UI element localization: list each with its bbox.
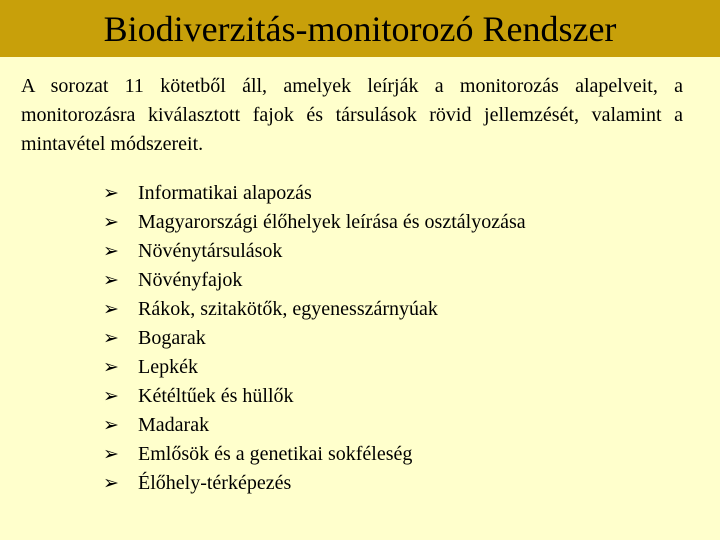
- list-item: [103, 353, 526, 382]
- list-item-label: Bogarak: [138, 327, 206, 349]
- list-item: [103, 266, 526, 295]
- arrow-bullet-icon: ➢: [103, 356, 119, 378]
- list-item-label: Növényfajok: [138, 269, 243, 291]
- list-item-label: Lepkék: [138, 356, 198, 378]
- list-item-label: Emlősök és a genetikai sokféleség: [138, 443, 413, 465]
- list-item-label: Növénytársulások: [138, 240, 283, 262]
- arrow-bullet-icon: ➢: [103, 211, 119, 233]
- arrow-bullet-icon: ➢: [103, 240, 119, 262]
- arrow-bullet-icon: ➢: [103, 443, 119, 465]
- list-item-label: Élőhely-térképezés: [138, 472, 292, 494]
- list-item: [103, 469, 526, 498]
- list-item: [103, 411, 526, 440]
- arrow-bullet-icon: ➢: [103, 385, 119, 407]
- list-item: [103, 382, 526, 411]
- arrow-bullet-icon: ➢: [103, 298, 119, 320]
- list-item: [103, 295, 526, 324]
- list-item-label: Rákok, szitakötők, egyenesszárnyúak: [138, 298, 438, 320]
- list-item: [103, 324, 526, 353]
- arrow-bullet-icon: ➢: [103, 269, 119, 291]
- list-item-label: Madarak: [138, 414, 210, 436]
- list-item-label: Informatikai alapozás: [138, 182, 312, 204]
- list-item: [103, 237, 526, 266]
- arrow-bullet-icon: ➢: [103, 472, 119, 494]
- slide-title: Biodiverzitás-monitorozó Rendszer: [103, 9, 617, 49]
- volume-list: [103, 179, 526, 498]
- list-item: [103, 440, 526, 469]
- list-item: [103, 179, 526, 208]
- arrow-bullet-icon: ➢: [103, 182, 119, 204]
- arrow-bullet-icon: ➢: [103, 327, 119, 349]
- arrow-bullet-icon: ➢: [103, 414, 119, 436]
- list-item-label: Kétéltűek és hüllők: [138, 385, 294, 407]
- intro-paragraph: A sorozat 11 kötetből áll, amelyek leírják a monitorozás alapelveit, a monitorozásra kiválasztott fajok és társulások rövid jellemzését, valamint a mintavétel módszereit.: [21, 75, 683, 155]
- title-bar: [0, 0, 720, 57]
- list-item-label: Magyarországi élőhelyek leírása és osztályozása: [138, 211, 526, 233]
- list-item: [103, 208, 526, 237]
